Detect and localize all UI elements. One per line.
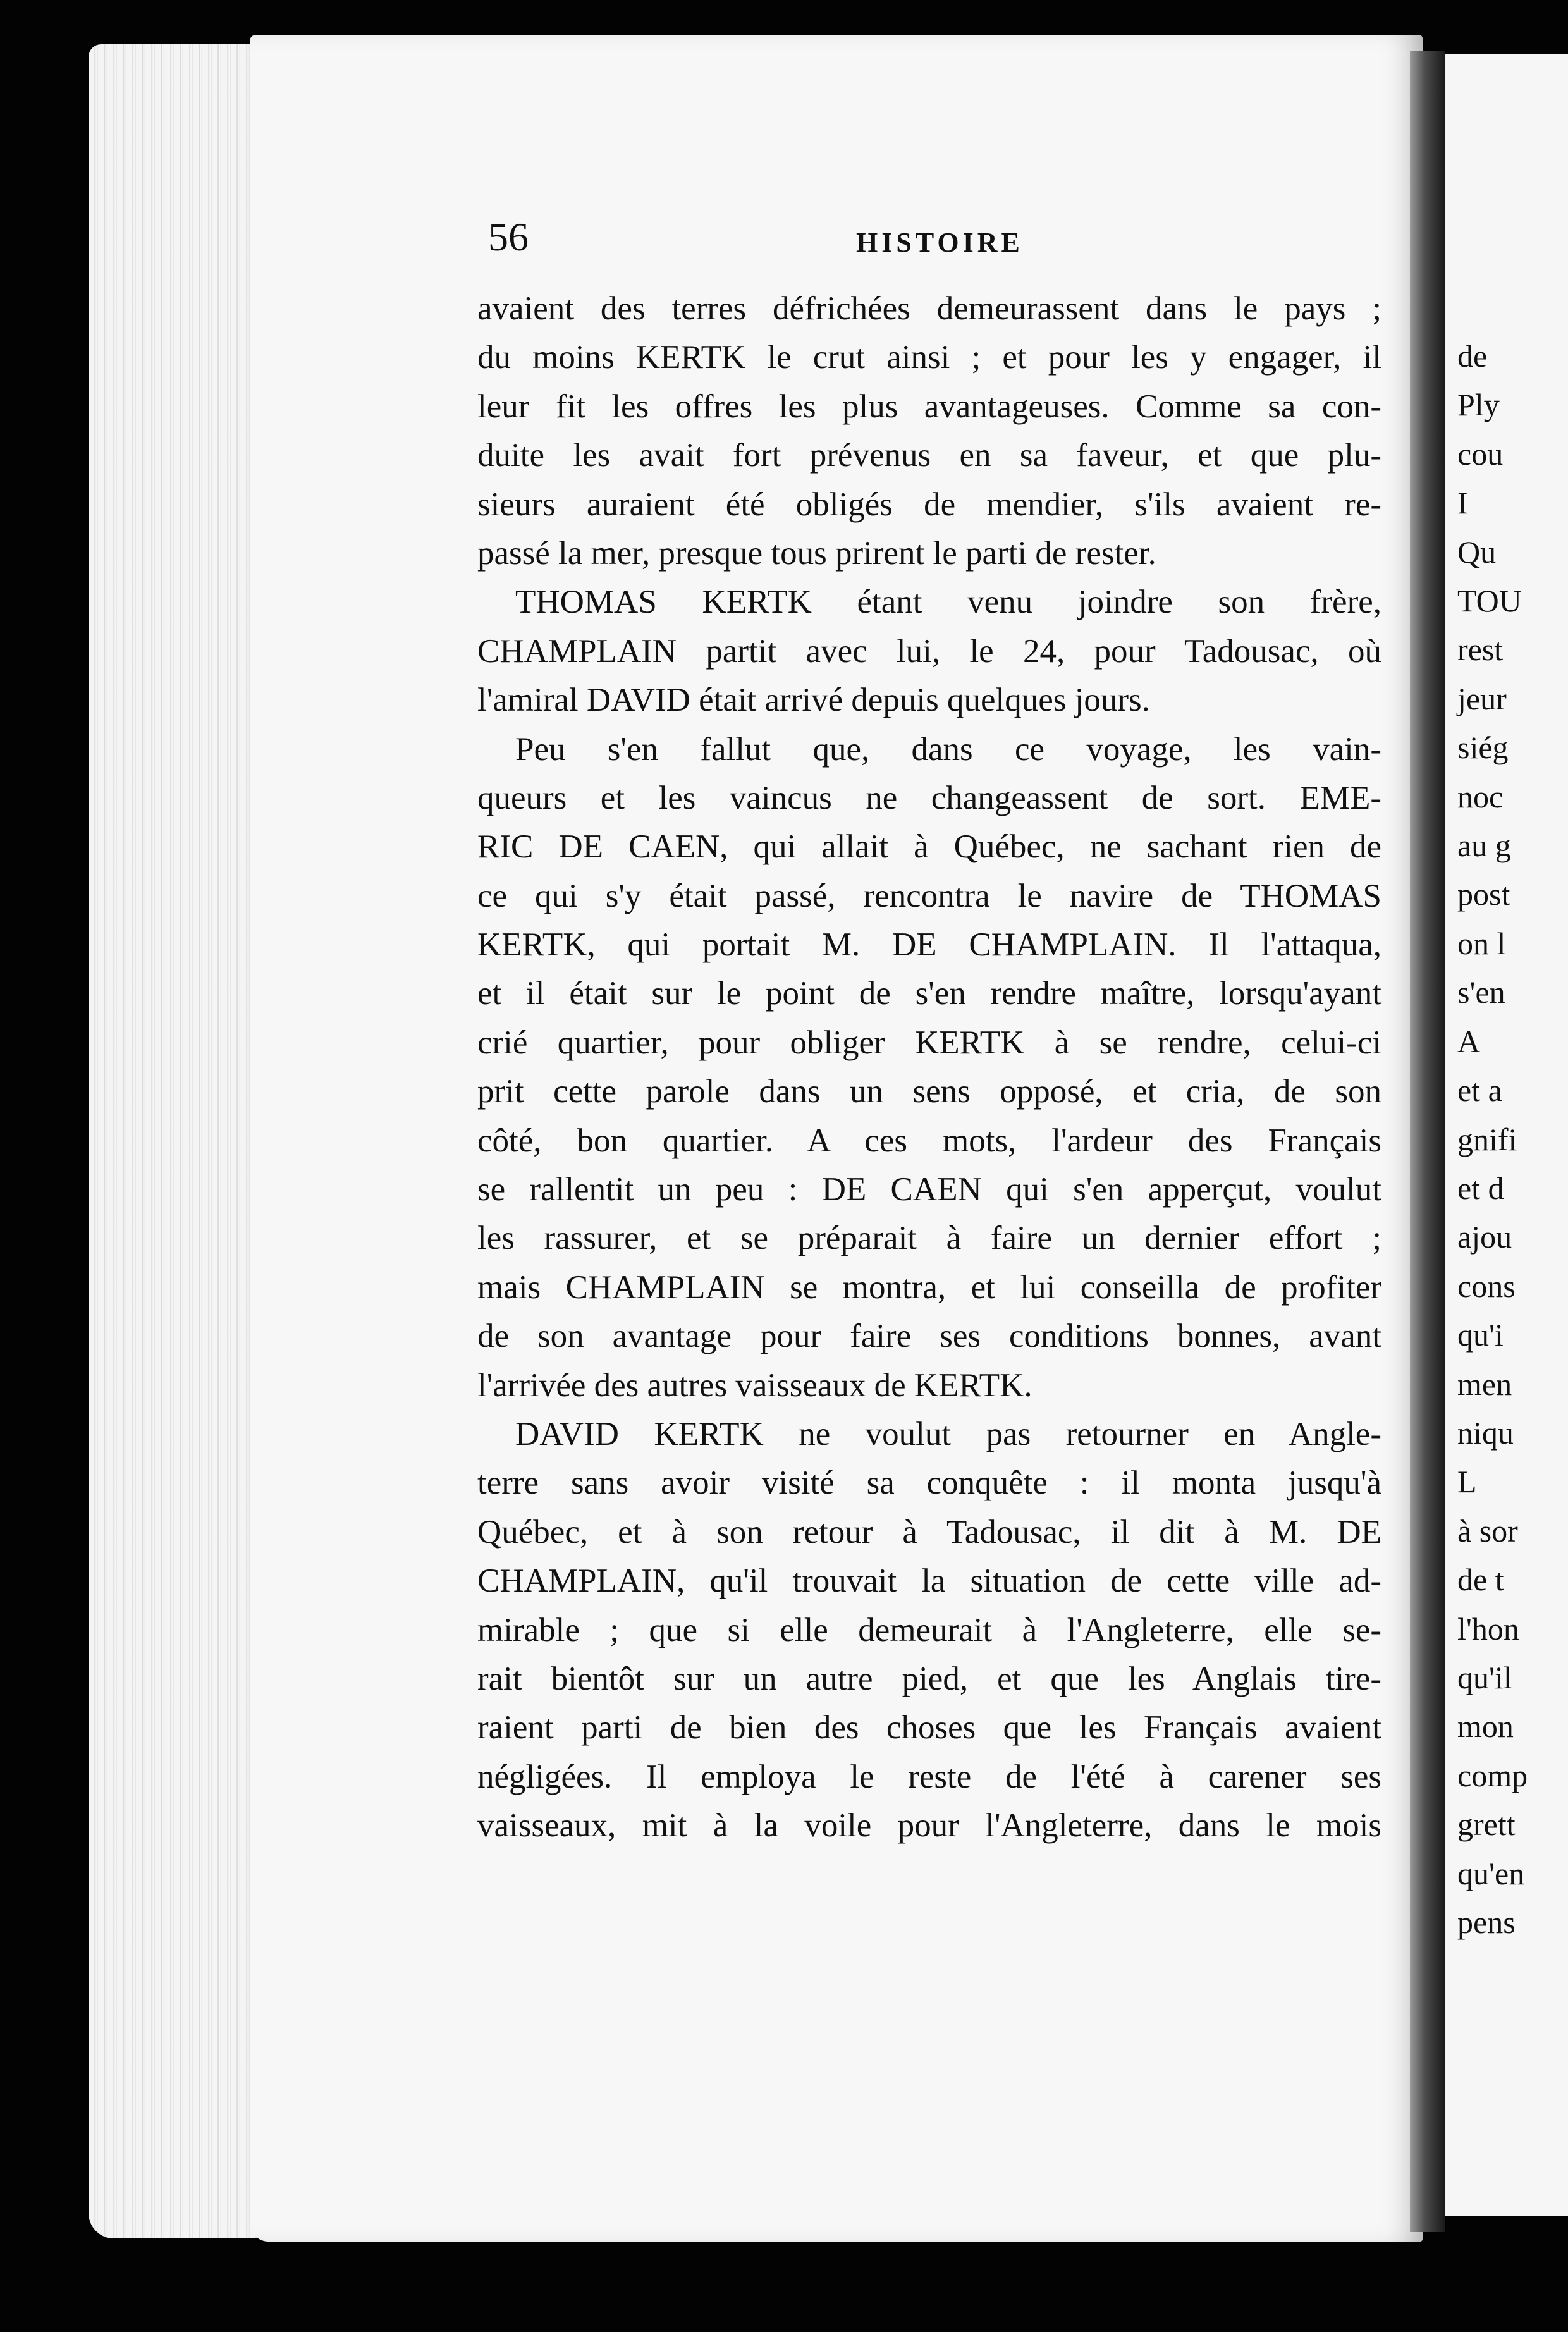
text-line: crié quartier, pour obliger KERTK à se rendre, celui-ci — [477, 1024, 1381, 1061]
fragment-line: au g — [1457, 828, 1511, 864]
text-line: queurs et les vaincus ne changeassent de sort. EME- — [477, 779, 1381, 816]
text-line: les rassurer, et se préparait à faire un dernier effort ; — [477, 1220, 1381, 1257]
fragment-line: noc — [1457, 778, 1504, 814]
fragment-line: de t — [1457, 1562, 1504, 1598]
fragment-line: et d — [1457, 1170, 1504, 1206]
fragment-line: niqu — [1457, 1415, 1514, 1451]
text-line: du moins KERTK le crut ainsi ; et pour les y engager, il — [477, 339, 1381, 376]
fragment-line: post — [1457, 876, 1510, 912]
fragment-line: rest — [1457, 632, 1504, 668]
text-line: passé la mer, presque tous prirent le parti de rester. — [477, 534, 1156, 572]
fragment-line: on l — [1457, 925, 1506, 961]
page-number: 56 — [488, 214, 529, 259]
text-line: leur fit les offres les plus avantageuses. Comme sa con- — [477, 388, 1381, 425]
fragment-line: qu'en — [1457, 1855, 1525, 1891]
facing-page-fragments — [1457, 54, 1528, 1947]
fragment-line: gnifi — [1457, 1121, 1517, 1157]
text-line: raient parti de bien des choses que les Français avaient — [477, 1709, 1381, 1746]
text-line: sieurs auraient été obligés de mendier, s'ils avaient re- — [477, 486, 1381, 523]
text-line: l'amiral DAVID était arrivé depuis quelques jours. — [477, 682, 1150, 719]
facing-page — [1445, 54, 1568, 2216]
text-line: de son avantage pour faire ses conditions bonnes, avant — [477, 1318, 1381, 1355]
fragment-line: pens — [1457, 1905, 1516, 1940]
fragment-line: à sor — [1457, 1513, 1518, 1549]
fragment-line: de — [1457, 338, 1488, 374]
fragment-line: Qu — [1457, 534, 1497, 570]
text-line: vaisseaux, mit à la voile pour l'Angleterre, dans le mois — [477, 1807, 1381, 1844]
text-line: DAVID KERTK ne voulut pas retourner en Angle- — [515, 1415, 1381, 1452]
fragment-line: cons — [1457, 1268, 1516, 1304]
text-line: mirable ; que si elle demeurait à l'Angleterre, elle se- — [477, 1611, 1381, 1648]
text-line: avaient des terres défrichées demeurassent dans le pays ; — [477, 290, 1381, 327]
fragment-line: A — [1457, 1023, 1481, 1059]
fragment-line: siég — [1457, 730, 1509, 766]
fragment-line: comp — [1457, 1757, 1528, 1793]
text-line: Peu s'en fallut que, dans ce voyage, les vain- — [515, 730, 1381, 768]
fragment-line: mon — [1457, 1709, 1514, 1745]
text-line: THOMAS KERTK étant venu joindre son frère, — [515, 584, 1381, 621]
text-line: négligées. Il employa le reste de l'été à carener ses — [477, 1758, 1381, 1795]
text-line: l'arrivée des autres vaisseaux de KERTK. — [477, 1366, 1032, 1404]
fragment-line: men — [1457, 1366, 1512, 1402]
text-line: prit cette parole dans un sens opposé, et cria, de son — [477, 1073, 1381, 1110]
text-line: terre sans avoir visité sa conquête : il monta jusqu'à — [477, 1464, 1381, 1502]
running-head: HISTOIRE — [856, 227, 1024, 258]
text-line: RIC DE CAEN, qui allait à Québec, ne sachant rien de — [477, 828, 1381, 866]
fragment-line: ajou — [1457, 1219, 1512, 1255]
text-line: CHAMPLAIN, qu'il trouvait la situation de cette ville ad- — [477, 1562, 1381, 1600]
text-line: mais CHAMPLAIN se montra, et lui conseilla de profiter — [477, 1268, 1381, 1306]
text-line: ce qui s'y était passé, rencontra le navire de THOMAS — [477, 877, 1381, 914]
fragment-line: TOU — [1457, 583, 1522, 619]
fragment-line: qu'il — [1457, 1659, 1512, 1695]
fragment-line: I — [1457, 485, 1468, 521]
fragment-line: s'en — [1457, 974, 1505, 1010]
fragment-line: L — [1457, 1464, 1477, 1500]
fragment-line: l'hon — [1457, 1611, 1519, 1647]
text-line: rait bientôt sur un autre pied, et que les Anglais tire- — [477, 1660, 1381, 1697]
text-line: CHAMPLAIN partit avec lui, le 24, pour Tadousac, où — [477, 632, 1381, 670]
text-line: et il était sur le point de s'en rendre maître, lorsqu'ayant — [477, 975, 1381, 1012]
book-gutter — [1410, 51, 1445, 2232]
fragment-line: cou — [1457, 436, 1504, 472]
fragment-line: Ply — [1457, 387, 1500, 423]
text-line: se rallentit un peu : DE CAEN qui s'en apperçut, voulut — [477, 1171, 1381, 1208]
fragment-line: grett — [1457, 1807, 1516, 1843]
text-line: KERTK, qui portait M. DE CHAMPLAIN. Il l'attaqua, — [477, 926, 1381, 964]
fragment-line: qu'i — [1457, 1317, 1504, 1353]
fragment-line: et a — [1457, 1072, 1502, 1108]
text-line: duite les avait fort prévenus en sa faveur, et que plu- — [477, 437, 1381, 474]
text-line: côté, bon quartier. A ces mots, l'ardeur des Français — [477, 1122, 1381, 1159]
body-text — [477, 285, 1381, 1851]
fragment-line: jeur — [1457, 680, 1507, 716]
text-line: Québec, et à son retour à Tadousac, il dit à M. DE — [477, 1513, 1381, 1550]
